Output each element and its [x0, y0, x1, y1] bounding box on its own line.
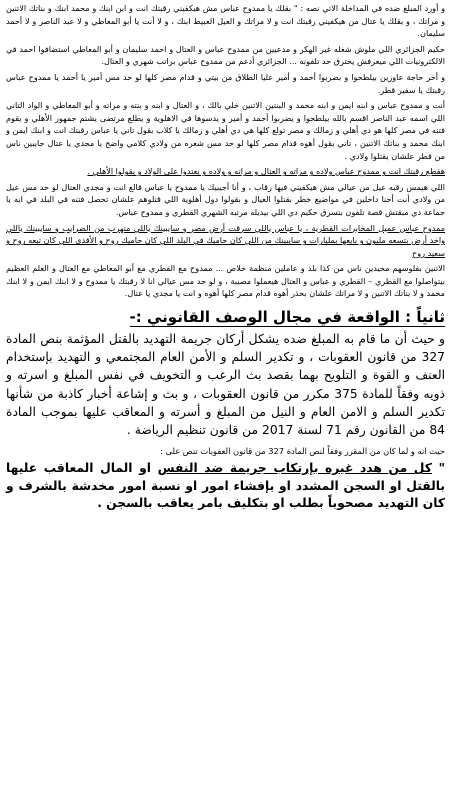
complaint-paragraph-6: اللي هيمس رقبه عيل من عيالي مش هيكفيني فيها رقاب ، و أنا أجيبيك يا ممدوح يا عباس قالع انت و مجدي العتال لو حد مس عيل من ولادي أنت أحنا داخلين في مواضيع خطر بقتلوا العيال و بقولوا دول أهلوية اللي قتلوهم علشان تحصل فتنه في البلد في ايه يا جماعة دي مبقتش قصة تلفون بتسرق حكيم دي اللي بيديله مرتبه الشهري القطري و ممدوح عباس.	[6, 181, 445, 217]
complaint-paragraph-8: الاتنين بفلوسهم محيدين ناس من كذا بلد و عاملين منظمة خلاص ... ممدوح مع القطري مع أبو المعاطي مع العتال و العلم العظيم بيتواصلوا مع القطري – القطري و عباس و العتال هيعملوا مصيبة ، و لو حد مس عيالي انا لا رقبتك يا ممدوح و لا ابنك ايمن و لا ابنك محمد و لا بناتك الاتنين و لا مراتك علشان بحذر أهوه قدام مصر كلها أهوه و انت يا مجدي يا عتال.	[6, 263, 445, 299]
quote-underlined-text: كل من هدد غيره بإرتكاب جريمة ضد النفس	[157, 461, 432, 476]
legal-description-paragraph: و حيث أن ما قام به المبلغ ضده يشكل أركان جريمة التهديد بالقتل المؤثمة بنص المادة 327 من قانون العقوبات ، و تكدير السلم و الأمن العام المجتمعي و التهديد بإستخدام العنف و القوة و التلويح بهما بقصد بث الرعب و التخويف في نفس المبلغ و اسرته و ذويه وفقاً للمادة 375 مكرر من قانون العقوبات ، و بث و إشاعة أخبار كاذبة من شأنها تكدير السلم و الامن العام و النيل من المبلغ و أسرته و المعاقب عليها بموجب المادة 84 من القانون رقم 71 لسنة 2017 من قانون تنظيم الرياضة .	[6, 332, 445, 438]
complaint-paragraph-3: و أخر حاجة عاوزين بيلطحوا و بضربوا أحمد و أمير عليا الطلاق من بيتي و قدام مصر كلها لو حد مس أمير يا أحمد يا ممدوح عباس رقبتك يا سفير قطر.	[6, 71, 445, 95]
article-327-quote	[6, 460, 445, 513]
article-intro-line: حيث انه و لما كان من المقرر وفقاً لنص المادة 327 من قانون العقوبات تنص على :	[160, 446, 445, 457]
complaint-paragraph-2: حكيم الجزائري اللي ملوش شغله غير الهكر و مدعيين من ممدوح عباس و العتال و احمد سليمان و أبو المعاطي استضافوا احمد في الالكترونيات اللي ميعرفش يخترق حد تلفونه ... الجزائري أدعم من ممدوح عباس براتب شهري و العتال.	[6, 43, 445, 67]
complaint-paragraph-5: هقطع رقبتك انت و ممدوح عباس ولاده و مراته و العتال و مراته و ولاده و يعتدوا على الولاد و بقولوا الأهلي .	[87, 166, 445, 177]
section-heading-text: ثانياً : الواقعة في مجال الوصف القانوني :-	[129, 308, 445, 327]
quote-rest-text: او المال المعاقب عليها بالقتل او السجن المشدد او بإفشاء امور او نسبة امور مخدشة بالشرف و كان التهديد مصحوباً بطلب او بتكليف بامر يعاقب بالسجن .	[6, 461, 445, 511]
section-heading	[6, 306, 445, 328]
complaint-paragraph-1: و أورد المبلغ ضده في المداخلة الاتي نصه : " بقلك يا ممدوح عباس مش هيكفيني رقبتك انت و ابن ابنك و محمد ابنك و بناتك الاتنين و مراتك ، و بقلك يا عتال من هيكفيني رقبتك انت و لا مراتك و العيل العبيط ابنك ، و لا أنت يا أبو المعاطي و لا عبد الناصر و لا أحمد سليمان.	[6, 3, 445, 39]
complaint-paragraph-7: ممدوح عباس عميل المخابرات القطرية ، يا عباس ياللي سرقت أرض مصر و سايبينك ياللي متهرب من الضرايب و سايبينك ياللي واخد أرض بتسعه مليون و بايعها بمليارات و سايبينك من اللي كان حاميك في البلد اللي كان حاميك روح و الأقذى اللي كان تبعه روح و سعيد روح	[6, 222, 445, 258]
complaint-paragraph-4: أنت و ممدوح عباس و ابنه ايمن و ابنه محمد و البنتين الاتنين خلي بالك ، و العتال و ابنه و بنته و مراته و أبو المعاطي و الواد التاني اللي اسمه عبد الناصر اقسم بالله بيلطحوا و يضربوا أحمد و أمير و يدسوها في الاهلوية و يطلع مرتضى يشتم جمهور الأهلي و يقوم فتنه في مصر كلها هو دي أهلي و زمالك و مصر تولع كلها هي دي أهلي و زمالك يا كلاب بقول تاني يا عباس رقبتك انت و ابنك ايمن و ابنك محمد و بناتك الاتنين ، تاني بقول أهوه قدام مصر كلها لو حد مس شعره من ولادي كلامي واضح يا مجدي يا عتال جايبين ناس من قطر علشان يقتلوا ولادي .	[6, 100, 445, 161]
quote-open-mark: "	[431, 461, 445, 476]
